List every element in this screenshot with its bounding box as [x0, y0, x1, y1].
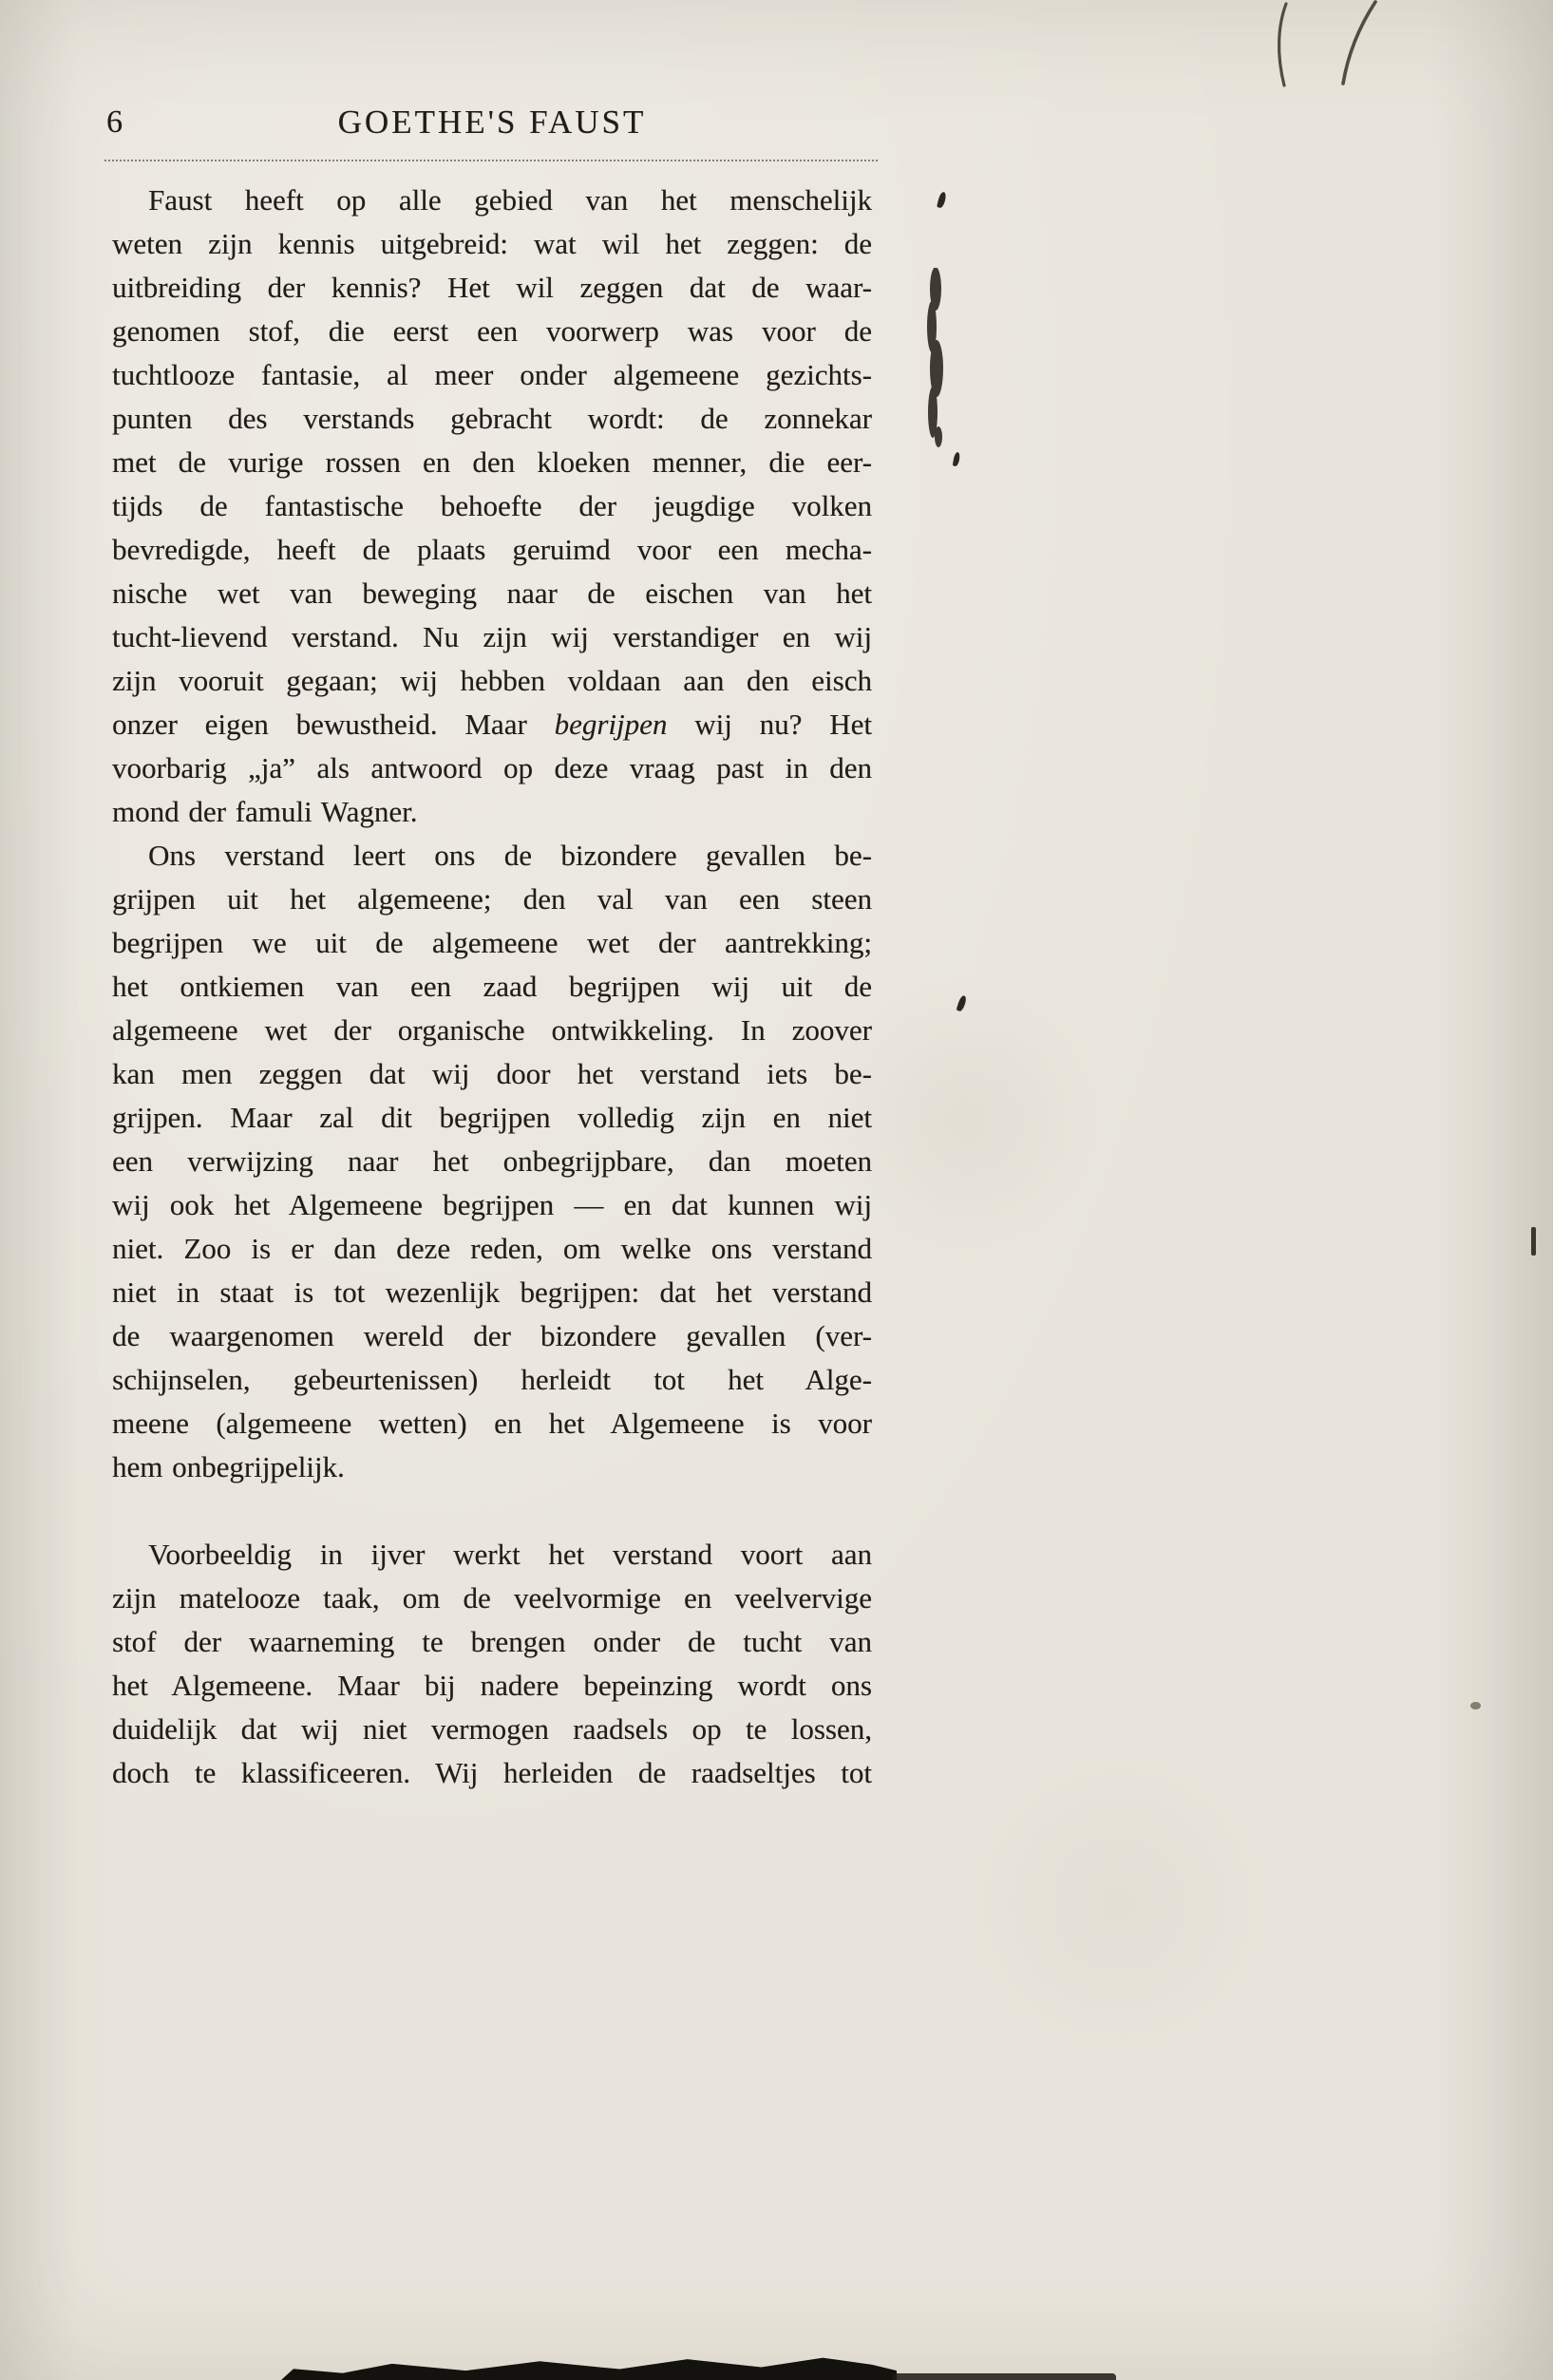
body-text-block: [112, 179, 872, 1795]
paragraph-2: [112, 834, 872, 1489]
text-line: zijn vooruit gegaan; wij hebben voldaan aan den eisch: [112, 664, 872, 697]
text-line: Faust heeft op alle gebied van het menschelijk: [148, 183, 872, 217]
text-line: begrijpen we uit de algemeene wet der aantrekking;: [112, 926, 872, 959]
text-line: niet. Zoo is er dan deze reden, om welke ons verstand: [112, 1232, 872, 1265]
text-line: genomen stof, die eerst een voorwerp was voor de: [112, 314, 872, 348]
ink-speck: [937, 191, 947, 208]
text-line: het Algemeene. Maar bij nadere bepeinzing wordt ons: [112, 1669, 872, 1702]
page-title: GOETHE'S FAUST: [337, 104, 647, 141]
text-segment: wij nu? Het: [667, 708, 872, 741]
text-line: nische wet van beweging naar de eischen van het: [112, 576, 872, 610]
page-edge-mark: [1531, 1227, 1536, 1256]
text-line: voorbarig „ja” als antwoord op deze vraag past in den: [112, 751, 872, 784]
text-line: uitbreiding der kennis? Het wil zeggen dat de waar-: [112, 271, 872, 304]
text-line: schijnselen, gebeurtenissen) herleidt tot het Alge-: [112, 1363, 872, 1396]
ink-smudge: [918, 268, 959, 448]
text-line: zijn matelooze taak, om de veelvormige en veelvervige: [112, 1581, 872, 1615]
ink-speck: [953, 452, 961, 467]
text-line: mond der famuli Wagner.: [112, 795, 418, 828]
text-line: kan men zeggen dat wij door het verstand iets be-: [112, 1057, 872, 1090]
text-line: grijpen. Maar zal dit begrijpen volledig zijn en niet: [112, 1101, 872, 1134]
faint-speck: [1470, 1702, 1481, 1709]
text-line: doch te klassificeeren. Wij herleiden de raadseltjes tot: [112, 1756, 872, 1789]
text-line: grijpen uit het algemeene; den val van een steen: [112, 882, 872, 916]
text-line: Voorbeeldig in ijver werkt het verstand voort aan: [148, 1538, 872, 1571]
text-line: weten zijn kennis uitgebreid: wat wil het zeggen: de: [112, 227, 872, 260]
ink-speck: [956, 994, 968, 1011]
text-line: algemeene wet der organische ontwikkeling. In zoover: [112, 1013, 872, 1047]
text-line: bevredigde, heeft de plaats geruimd voor een mecha-: [112, 533, 872, 566]
text-line: de waargenomen wereld der bizondere gevallen (ver-: [112, 1319, 872, 1352]
text-segment: onzer eigen bewustheid. Maar: [112, 708, 555, 741]
text-line: Ons verstand leert ons de bizondere gevallen be-: [148, 839, 872, 872]
text-line: wij ook het Algemeene begrijpen — en dat kunnen wij: [112, 1188, 872, 1221]
text-line: niet in staat is tot wezenlijk begrijpen: dat het verstand: [112, 1275, 872, 1309]
pen-stroke-marks: [1252, 0, 1394, 90]
text-line: tijds de fantastische behoefte der jeugdige volken: [112, 489, 872, 522]
bottom-scan-edge-smudge: [281, 2355, 897, 2380]
text-line: een verwijzing naar het onbegrijpbare, dan moeten: [112, 1144, 872, 1178]
page-number: 6: [106, 104, 123, 140]
text-line: meene (algemeene wetten) en het Algemeene is voor: [112, 1407, 872, 1440]
bottom-scan-edge-line: [893, 2373, 1116, 2380]
text-line: [112, 703, 872, 746]
text-line: tuchtlooze fantasie, al meer onder algemeene gezichts-: [112, 358, 872, 391]
text-line: punten des verstands gebracht wordt: de zonnekar: [112, 402, 872, 435]
text-line: tucht-lievend verstand. Nu zijn wij verstandiger en wij: [112, 620, 872, 653]
paragraph-1: [112, 179, 872, 834]
paragraph-3: [112, 1533, 872, 1795]
text-line: hem onbegrijpelijk.: [112, 1450, 345, 1483]
text-line: stof der waarneming te brengen onder de tucht van: [112, 1625, 872, 1658]
page-header: [106, 101, 872, 148]
text-line: duidelijk dat wij niet vermogen raadsels op te lossen,: [112, 1712, 872, 1746]
text-line: het ontkiemen van een zaad begrijpen wij uit de: [112, 970, 872, 1003]
header-divider-rule: [104, 160, 878, 161]
text-line: met de vurige rossen en den kloeken menner, die eer-: [112, 445, 872, 479]
emphasized-word: begrijpen: [554, 708, 668, 741]
